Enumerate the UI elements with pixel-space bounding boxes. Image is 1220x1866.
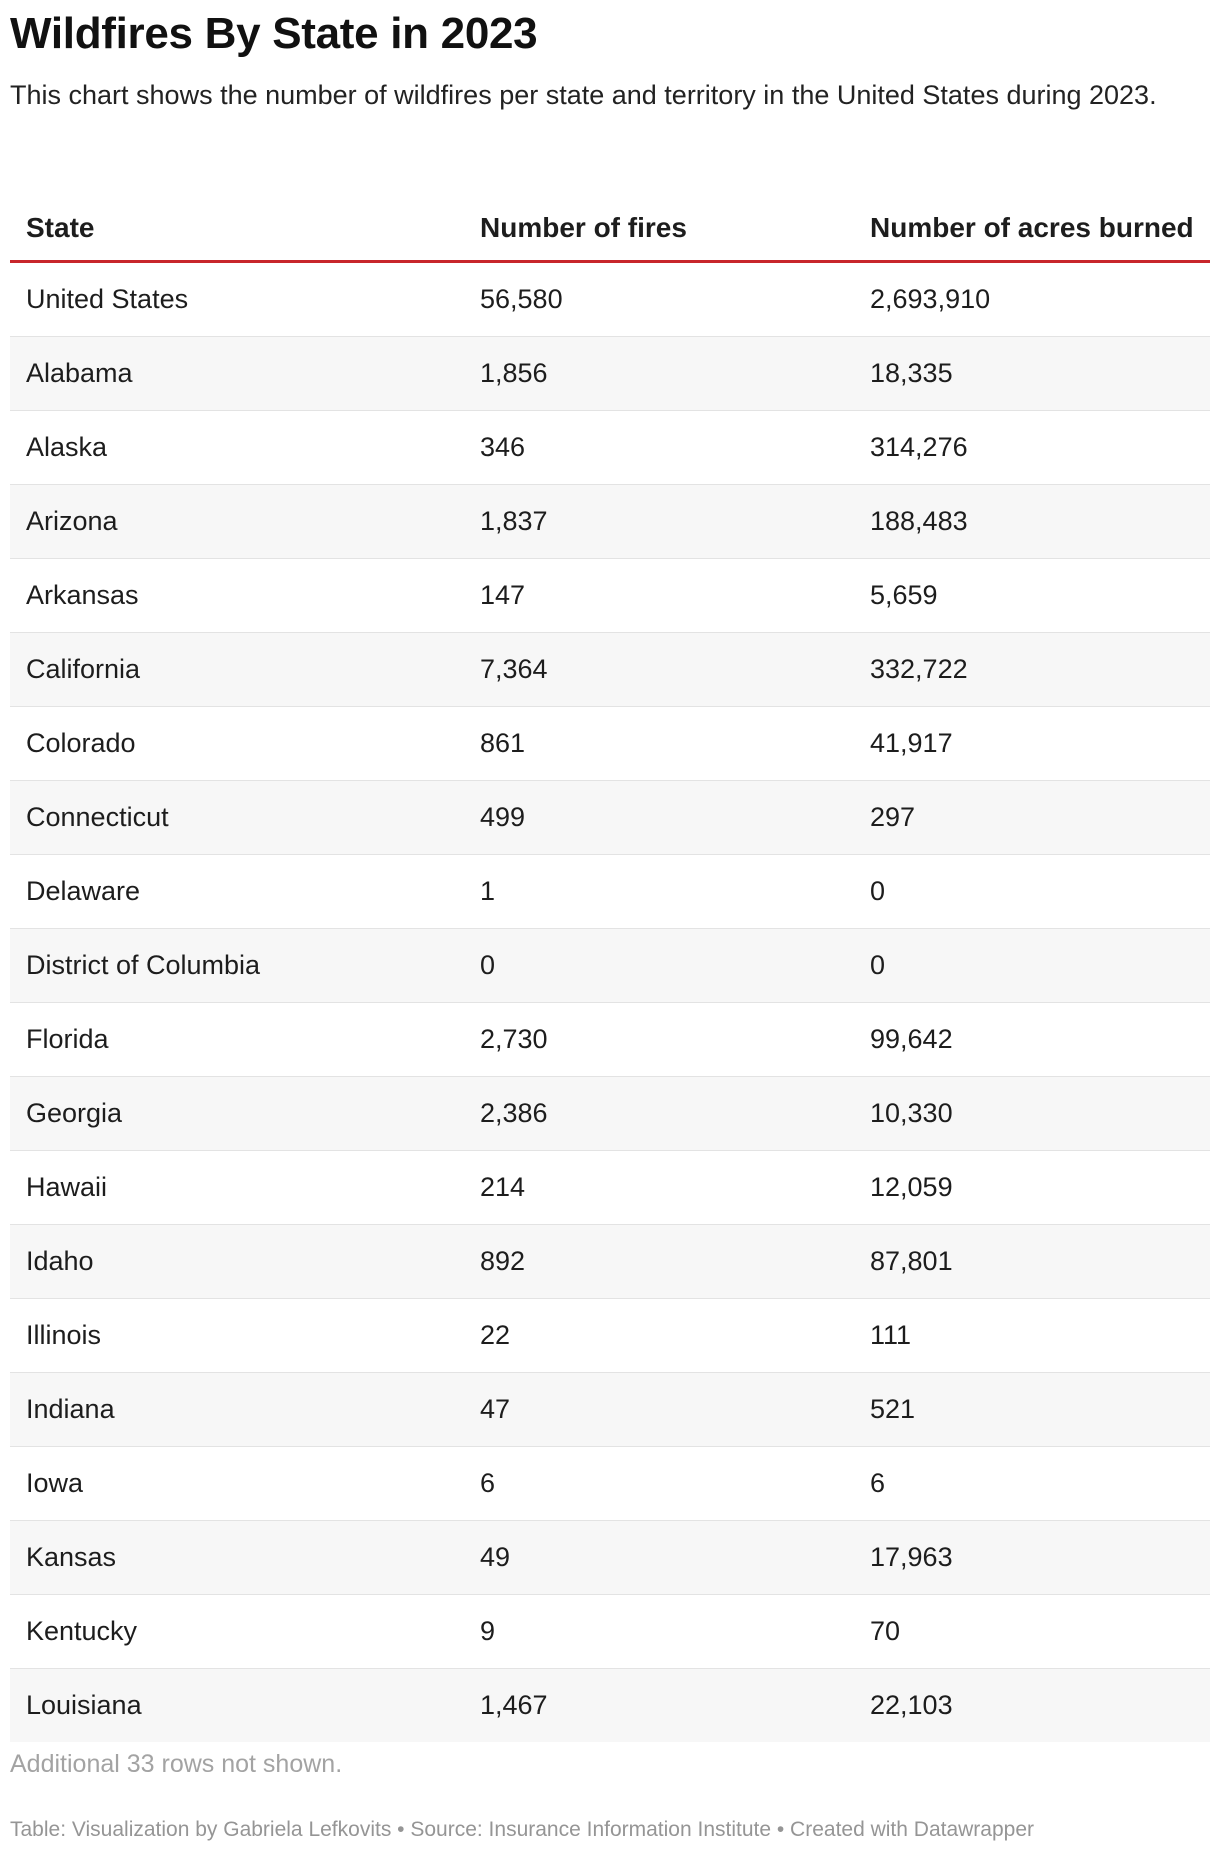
acres-cell: 99,642 (870, 1024, 953, 1054)
state-cell: Georgia (26, 1098, 123, 1128)
state-cell: Iowa (26, 1468, 84, 1498)
fires-cell: 861 (480, 728, 526, 758)
acres-cell: 18,335 (870, 358, 953, 388)
fires-cell: 56,580 (480, 284, 563, 314)
fires-cell: 9 (480, 1616, 496, 1646)
table-row (10, 1003, 1210, 1077)
acres-cell: 10,330 (870, 1098, 953, 1128)
fires-cell: 2,730 (480, 1024, 548, 1054)
fires-cell: 892 (480, 1246, 526, 1276)
table-row (10, 559, 1210, 633)
state-cell: Alabama (26, 358, 133, 388)
chart-title: Wildfires By State in 2023 (10, 9, 538, 58)
state-cell: Kansas (26, 1542, 117, 1572)
state-cell: California (26, 654, 141, 684)
table-row (10, 1669, 1210, 1742)
source-footer: Table: Visualization by Gabriela Lefkovits • Source: Insurance Information Institute • Created with Datawrapper (10, 1818, 1035, 1841)
fires-cell: 346 (480, 432, 526, 462)
table-row (10, 1299, 1210, 1373)
state-cell: Colorado (26, 728, 136, 758)
state-cell: Louisiana (26, 1690, 142, 1720)
fires-cell: 0 (480, 950, 496, 980)
fires-cell: 499 (480, 802, 526, 832)
hidden-rows-note: Additional 33 rows not shown. (10, 1750, 343, 1778)
table-header (10, 160, 1210, 263)
state-cell: Indiana (26, 1394, 115, 1424)
fires-cell: 2,386 (480, 1098, 548, 1128)
acres-cell: 22,103 (870, 1690, 953, 1720)
acres-cell: 297 (870, 802, 916, 832)
state-cell: Arkansas (26, 580, 139, 610)
state-cell: District of Columbia (26, 950, 261, 980)
table-body (10, 263, 1210, 1742)
acres-cell: 6 (870, 1468, 886, 1498)
column-header-fires[interactable]: Number of fires (480, 212, 687, 243)
state-cell: Hawaii (26, 1172, 108, 1202)
table-row (10, 707, 1210, 781)
table-row (10, 633, 1210, 707)
fires-cell: 1,467 (480, 1690, 548, 1720)
acres-cell: 87,801 (870, 1246, 953, 1276)
table-row (10, 1077, 1210, 1151)
acres-cell: 17,963 (870, 1542, 953, 1572)
table-row (10, 337, 1210, 411)
state-cell: Kentucky (26, 1616, 138, 1646)
table-row (10, 1447, 1210, 1521)
state-cell: Florida (26, 1024, 109, 1054)
table-row (10, 1595, 1210, 1669)
acres-cell: 41,917 (870, 728, 953, 758)
data-table (10, 160, 1210, 1742)
state-cell: Illinois (26, 1320, 102, 1350)
fires-cell: 1,856 (480, 358, 548, 388)
acres-cell: 12,059 (870, 1172, 953, 1202)
fires-cell: 6 (480, 1468, 496, 1498)
state-cell: Arizona (26, 506, 118, 536)
acres-cell: 70 (870, 1616, 901, 1646)
acres-cell: 2,693,910 (870, 284, 991, 314)
acres-cell: 188,483 (870, 506, 968, 536)
fires-cell: 47 (480, 1394, 511, 1424)
chart-subtitle: This chart shows the number of wildfires per state and territory in the United States during 2023. (10, 80, 1157, 110)
acres-cell: 0 (870, 950, 886, 980)
fires-cell: 49 (480, 1542, 511, 1572)
acres-cell: 332,722 (870, 654, 968, 684)
fires-cell: 147 (480, 580, 526, 610)
table-row (10, 1521, 1210, 1595)
state-cell: Idaho (26, 1246, 94, 1276)
table-row (10, 1373, 1210, 1447)
state-cell: Delaware (26, 876, 141, 906)
state-cell: Alaska (26, 432, 108, 462)
table-row (10, 411, 1210, 485)
table-row (10, 929, 1210, 1003)
fires-cell: 214 (480, 1172, 526, 1202)
state-cell: Connecticut (26, 802, 169, 832)
table-row (10, 485, 1210, 559)
column-header-state[interactable]: State (26, 212, 95, 243)
acres-cell: 111 (870, 1320, 912, 1350)
fires-cell: 1 (480, 876, 496, 906)
acres-cell: 0 (870, 876, 886, 906)
fires-cell: 1,837 (480, 506, 548, 536)
column-header-acres[interactable]: Number of acres burned (870, 212, 1194, 243)
table-row (10, 1151, 1210, 1225)
table-row (10, 781, 1210, 855)
state-cell: United States (26, 284, 189, 314)
table-row (10, 263, 1210, 337)
fires-cell: 22 (480, 1320, 511, 1350)
acres-cell: 314,276 (870, 432, 968, 462)
table-row (10, 1225, 1210, 1299)
fires-cell: 7,364 (480, 654, 548, 684)
acres-cell: 5,659 (870, 580, 938, 610)
acres-cell: 521 (870, 1394, 916, 1424)
table-row (10, 855, 1210, 929)
